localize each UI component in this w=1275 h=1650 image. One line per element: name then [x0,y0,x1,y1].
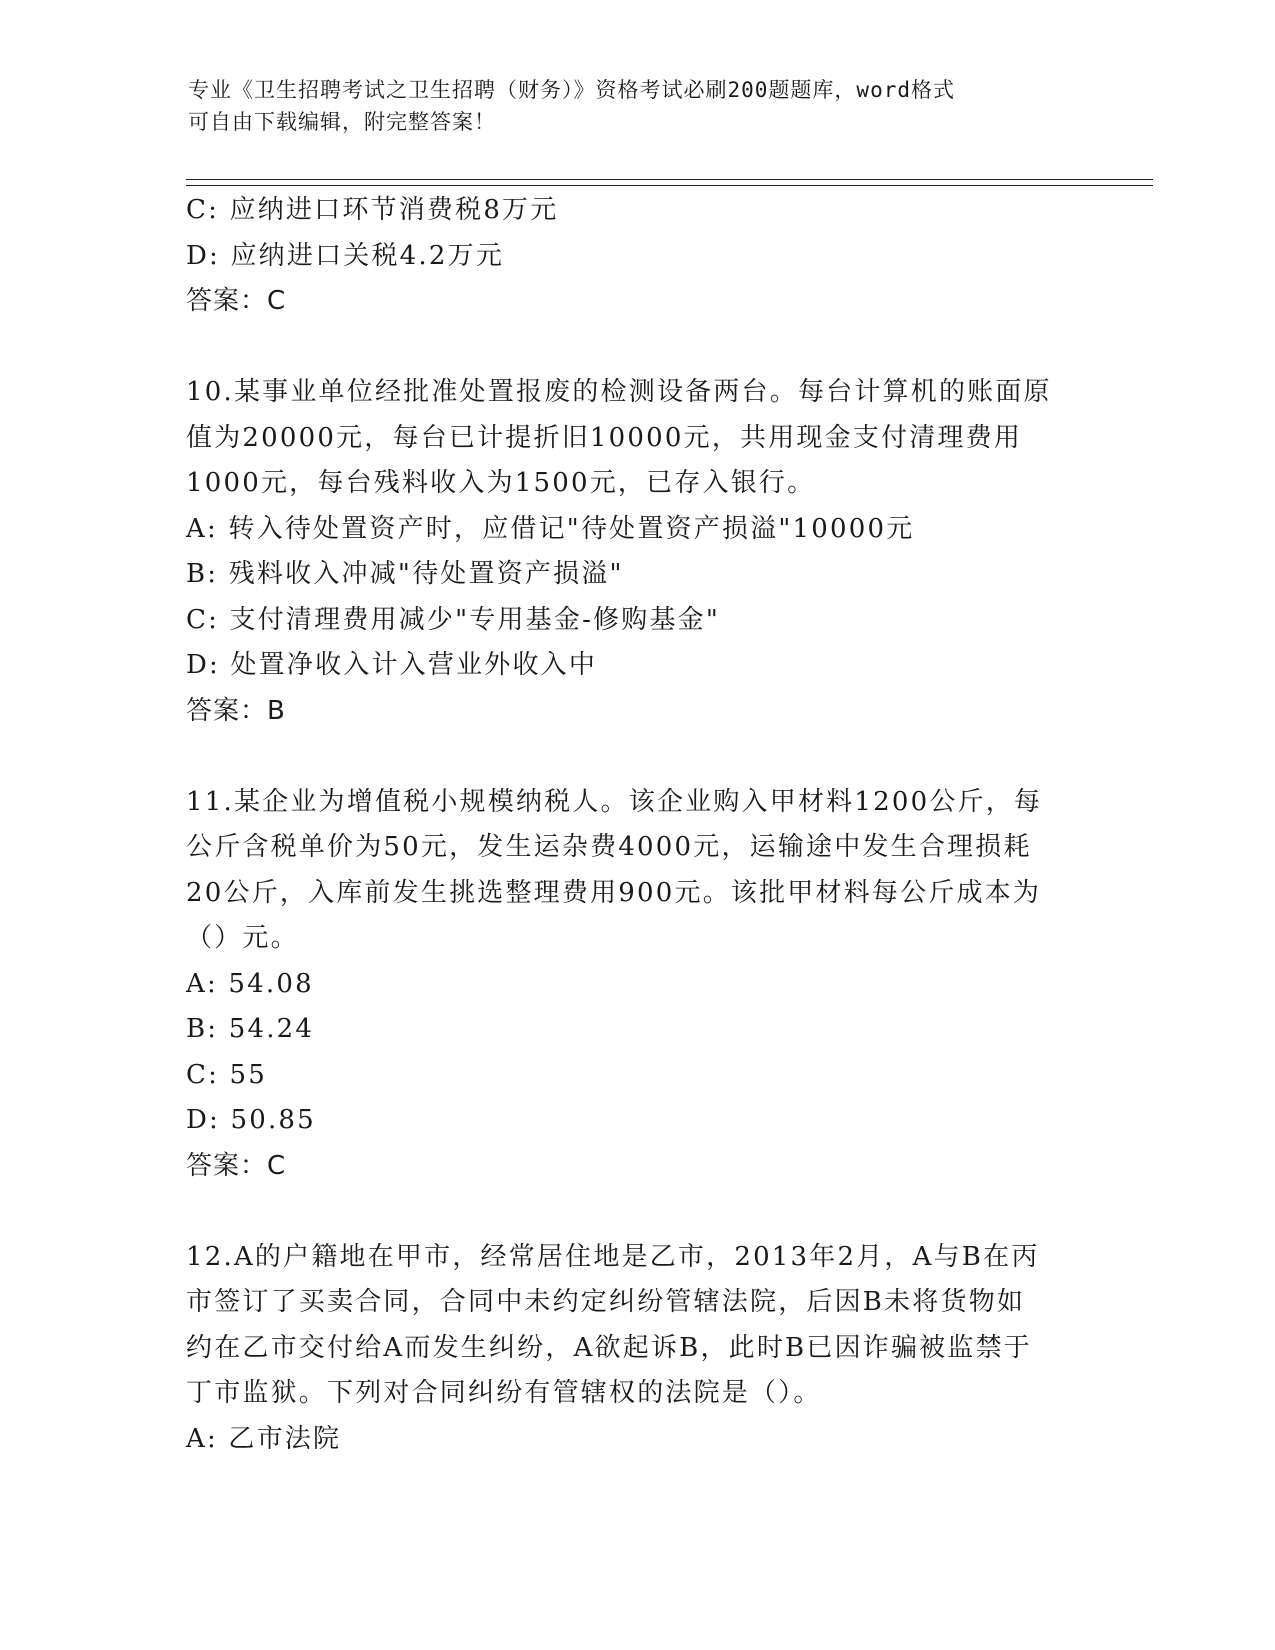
option-c: C: 支付清理费用减少"专用基金-修购基金" [186,604,721,635]
option-a: A: 乙市法院 [186,1423,342,1454]
document-body [186,188,1086,1462]
question-11 [186,780,1086,1190]
question-text-line: 约在乙市交付给A而发生纠纷，A欲起诉B，此时B已因诈骗被监禁于 [186,1332,1032,1363]
question-text-line: 10.某事业单位经批准处置报废的检测设备两台。每台计算机的账面原 [186,377,1052,407]
question-text-line: 值为20000元，每台已计提折旧10000元，共用现金支付清理费用 [186,422,1023,453]
option-d: D: 应纳进口关税4.2万元 [186,240,505,271]
question-12 [186,1235,1086,1463]
question-text-line: 12.A的户籍地在甲市，经常居住地是乙市，2013年2月，A与B在丙 [186,1241,1040,1272]
question-text-line: 公斤含税单价为50元，发生运杂费4000元，运输途中发生合理损耗 [186,832,1032,862]
option-d: D: 50.85 [186,1105,316,1135]
header-line-2: 可自由下载编辑，附完整答案！ [188,110,496,134]
question-text-line: 20公斤，入库前发生挑选整理费用900元。该批甲材料每公斤成本为 [186,877,1042,908]
option-d: D: 处置净收入计入营业外收入中 [186,650,598,680]
answer: 答案：C [186,1150,287,1181]
question-text-line: 11.某企业为增值税小规模纳税人。该企业购入甲材料1200公斤，每 [186,786,1043,817]
spacer [186,734,1086,780]
option-a: A: 54.08 [186,968,314,999]
spacer [186,1189,1086,1235]
answer: 答案：C [186,286,287,316]
header-divider-thin [186,185,1153,186]
question-continued [186,188,1086,325]
header-divider [186,179,1153,180]
option-a: A: 转入待处置资产时，应借记"待处置资产损溢"10000元 [186,513,915,544]
header-line-1: 专业《卫生招聘考试之卫生招聘（财务）》资格考试必刷200题题库，word格式 [188,78,955,102]
option-c: C: 55 [186,1059,268,1090]
option-b: B: 54.24 [186,1014,315,1044]
question-text-line: 1000元，每台残料收入为1500元，已存入银行。 [186,468,816,498]
question-text-line: 市签订了买卖合同，合同中未约定纠纷管辖法院，后因B未将货物如 [186,1287,1026,1317]
question-text-line: （）元。 [186,923,299,953]
option-c: C: 应纳进口环节消费税8万元 [186,195,559,225]
page-header [188,74,1068,138]
question-text-line: 丁市监狱。下列对合同纠纷有管辖权的法院是（）。 [186,1378,822,1408]
question-10 [186,370,1086,734]
option-b: B: 残料收入冲减"待处置资产损溢" [186,559,624,589]
answer: 答案：B [186,695,286,726]
spacer [186,325,1086,371]
